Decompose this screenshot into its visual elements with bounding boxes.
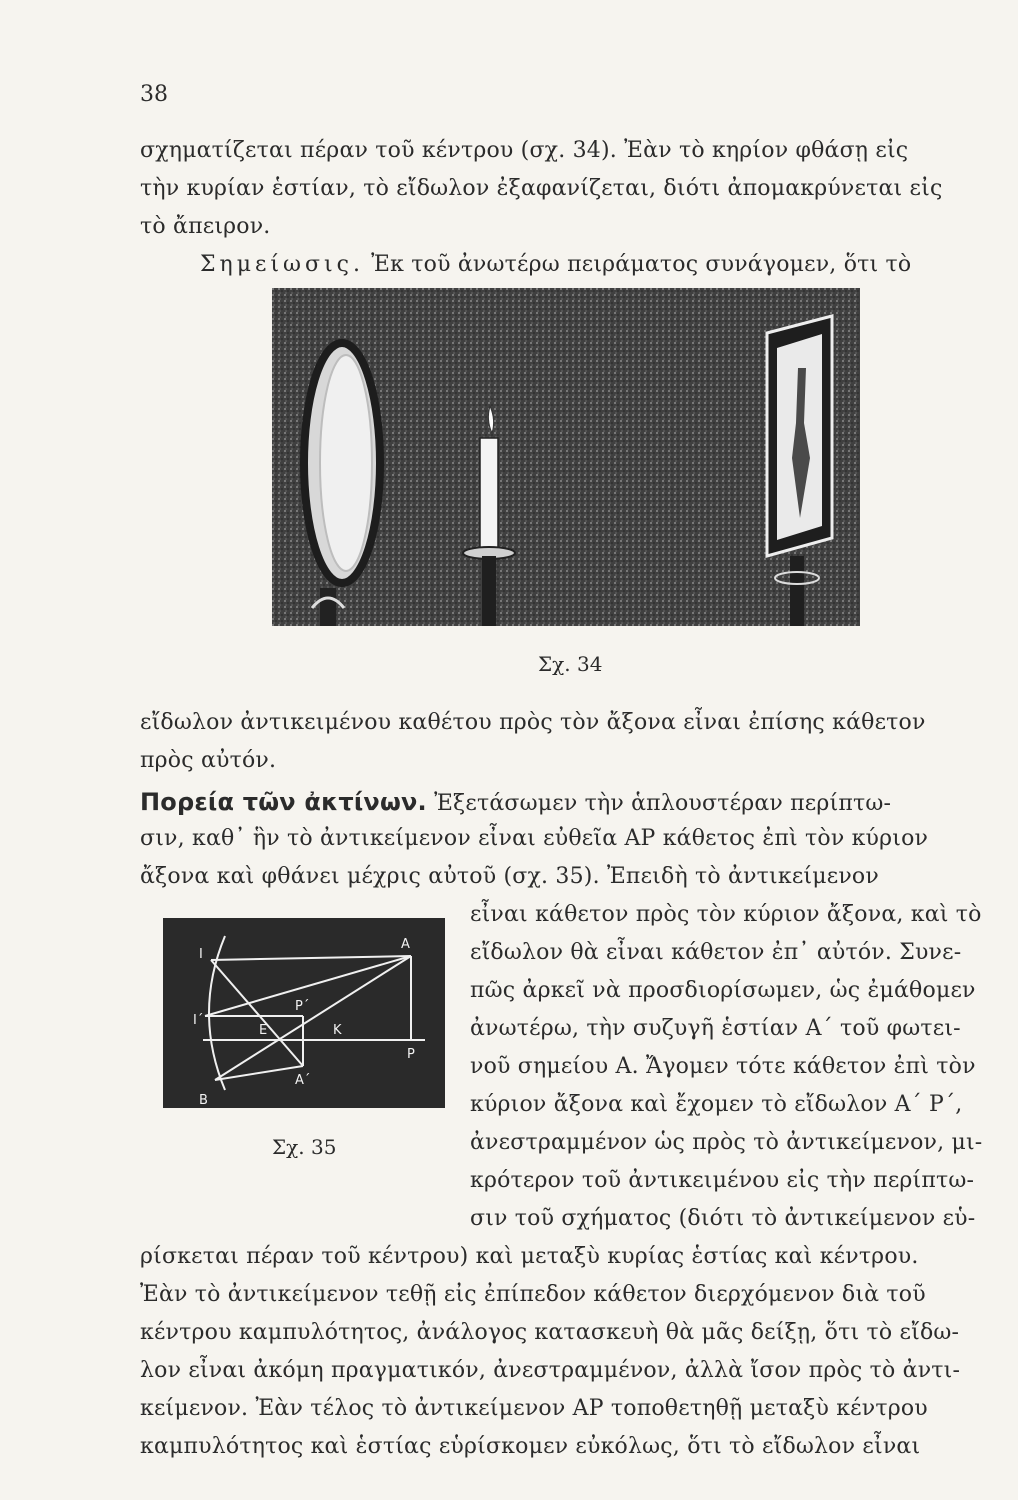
note-line bbox=[200, 252, 911, 277]
section-line: σιν τοῦ σχήματος (διότι τὸ ἀντικείμενον εὑ- bbox=[470, 1206, 976, 1231]
label-E: E bbox=[259, 1023, 268, 1038]
section-line: λον εἶναι ἀκόμη πραγματικόν, ἀνεστραμμένον, ἀλλὰ ἴσον πρὸς τὸ ἀντι- bbox=[140, 1358, 961, 1383]
section-line: κρότερον τοῦ ἀντικειμένου εἰς τὴν περίπτω- bbox=[470, 1168, 975, 1193]
paragraph-line: τὴν κυρίαν ἑστίαν, τὸ εἴδωλον ἐξαφανίζεται, διότι ἀπομακρύνεται εἰς bbox=[140, 176, 943, 201]
paragraph-line: εἴδωλον ἀντικειμένου καθέτου πρὸς τὸν ἄξονα εἶναι ἐπίσης κάθετον bbox=[140, 710, 926, 735]
section-line: κέντρου καμπυλότητος, ἀνάλογος κατασκευὴ θὰ μᾶς δείξῃ, ὅτι τὸ εἴδω- bbox=[140, 1320, 960, 1345]
figure-35-ray-diagram bbox=[163, 918, 445, 1108]
paragraph-line: πρὸς αὐτόν. bbox=[140, 748, 277, 773]
note-text: Ἐκ τοῦ ἀνωτέρω πειράματος συνάγομεν, ὅτι τὸ bbox=[371, 252, 912, 277]
section-line: ἀνεστραμμένον ὡς πρὸς τὸ ἀντικείμενον, μι- bbox=[470, 1130, 983, 1155]
paragraph-line: τὸ ἄπειρον. bbox=[140, 214, 271, 239]
section-first-line bbox=[140, 788, 891, 816]
section-line: πῶς ἀρκεῖ νὰ προσδιορίσωμεν, ὡς ἐμάθομεν bbox=[470, 978, 976, 1003]
section-heading: Πορεία τῶν ἀκτίνων. bbox=[140, 788, 427, 816]
section-line: Ἐὰν τὸ ἀντικείμενον τεθῇ εἰς ἐπίπεδον κάθετον διερχόμενον διὰ τοῦ bbox=[140, 1282, 926, 1307]
label-P-prime: P΄ bbox=[295, 999, 310, 1014]
section-line: ρίσκεται πέραν τοῦ κέντρου) καὶ μεταξὺ κυρίας ἑστίας καὶ κέντρου. bbox=[140, 1244, 919, 1269]
section-line: ἀνωτέρω, τὴν συζυγῆ ἑστίαν Α΄ τοῦ φωτει- bbox=[470, 1016, 961, 1041]
section-first-line-text: Ἐξετάσωμεν τὴν ἁπλουστέραν περίπτω- bbox=[434, 791, 892, 816]
label-P: P bbox=[407, 1047, 415, 1062]
paragraph-line: σχηματίζεται πέραν τοῦ κέντρου (σχ. 34). Ἐὰν τὸ κηρίον φθάσῃ εἰς bbox=[140, 138, 909, 163]
section-line: κείμενον. Ἐὰν τέλος τὸ ἀντικείμενον ΑΡ τοποθετηθῇ μεταξὺ κέντρου bbox=[140, 1396, 928, 1421]
label-K: K bbox=[333, 1023, 342, 1038]
label-A: A bbox=[401, 937, 410, 952]
label-A-prime: A΄ bbox=[295, 1073, 311, 1088]
figure-35-caption: Σχ. 35 bbox=[272, 1135, 337, 1159]
label-I: I bbox=[199, 947, 203, 962]
label-I-prime: I΄ bbox=[193, 1013, 204, 1028]
note-label: Σημείωσις. bbox=[200, 252, 364, 277]
figure-34-illustration bbox=[272, 288, 860, 626]
page-number: 38 bbox=[140, 82, 168, 107]
section-line: νοῦ σημείου Α. Ἄγομεν τότε κάθετον ἐπὶ τὸν bbox=[470, 1054, 976, 1079]
label-B: B bbox=[199, 1093, 208, 1108]
section-line: εἴδωλον θὰ εἶναι κάθετον ἐπ᾽ αὐτόν. Συνε- bbox=[470, 940, 962, 965]
section-line: σιν, καθ᾽ ἣν τὸ ἀντικείμενον εἶναι εὐθεῖα ΑΡ κάθετος ἐπὶ τὸν κύριον bbox=[140, 826, 929, 851]
section-line: καμπυλότητος καὶ ἑστίας εὑρίσκομεν εὐκόλως, ὅτι τὸ εἴδωλον εἶναι bbox=[140, 1434, 921, 1459]
figure-34-caption: Σχ. 34 bbox=[538, 652, 603, 676]
section-line: κύριον ἄξονα καὶ ἔχομεν τὸ εἴδωλον Α΄ Ρ΄, bbox=[470, 1092, 963, 1117]
section-line: ἄξονα καὶ φθάνει μέχρις αὐτοῦ (σχ. 35). Ἐπειδὴ τὸ ἀντικείμενον bbox=[140, 864, 879, 889]
section-line: εἶναι κάθετον πρὸς τὸν κύριον ἄξονα, καὶ τὸ bbox=[470, 902, 982, 927]
